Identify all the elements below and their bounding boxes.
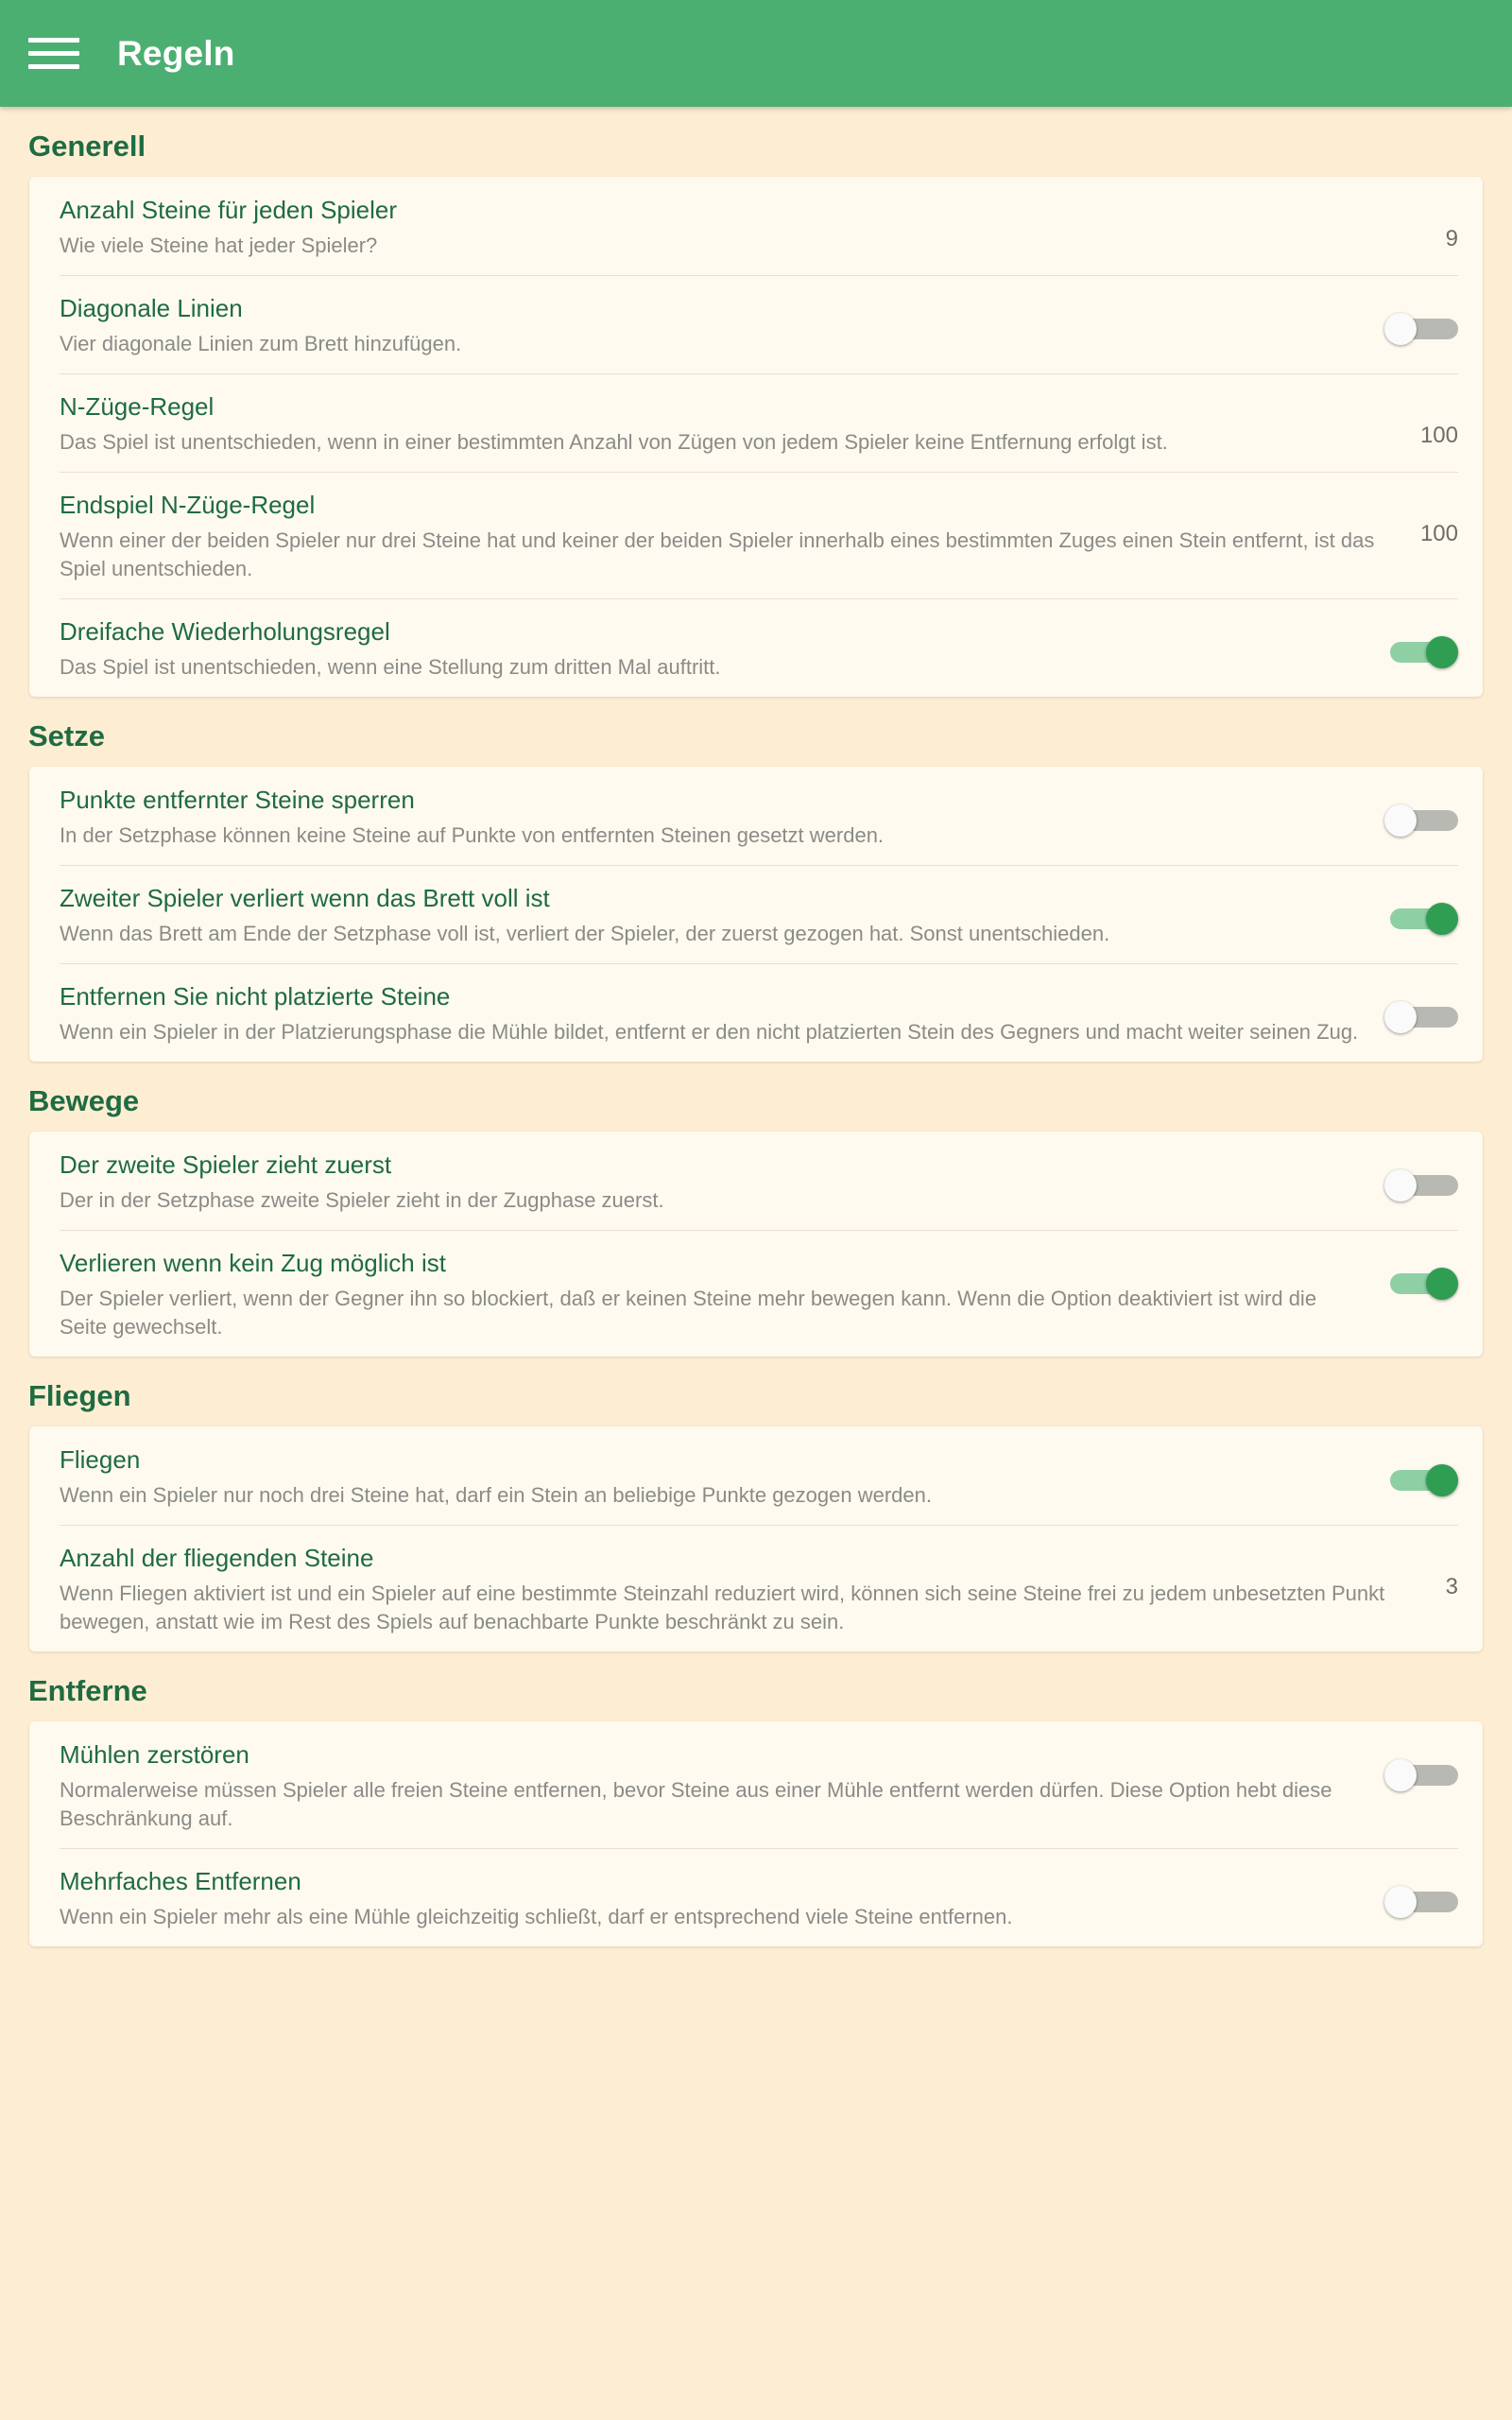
setting-title: N-Züge-Regel — [60, 392, 215, 421]
setting-text — [60, 1247, 1384, 1341]
hamburger-bar — [28, 38, 79, 43]
setting-row[interactable] — [29, 865, 1483, 963]
setting-text — [60, 784, 1384, 850]
section-card — [29, 767, 1483, 1062]
page-title: Regeln — [117, 33, 235, 73]
toggle-thumb — [1384, 1001, 1417, 1033]
setting-row[interactable] — [29, 275, 1483, 373]
app-bar — [0, 0, 1512, 107]
toggle-switch[interactable] — [1384, 313, 1458, 345]
section-header: Fliegen — [28, 1379, 131, 1412]
toggle-thumb — [1384, 1169, 1417, 1201]
section-header: Setze — [28, 719, 105, 752]
toggle-thumb — [1426, 1464, 1458, 1496]
setting-title: Endspiel N-Züge-Regel — [60, 491, 316, 519]
setting-text — [60, 1865, 1384, 1931]
setting-description: Der in der Setzphase zweite Spieler zieht in der Zugphase zuerst. — [60, 1188, 664, 1212]
hamburger-menu-icon[interactable] — [28, 33, 79, 75]
setting-text — [60, 292, 1384, 358]
setting-title: Punkte entfernter Steine sperren — [60, 786, 415, 814]
toggle-thumb — [1426, 636, 1458, 668]
setting-description: Vier diagonale Linien zum Brett hinzufügen. — [60, 332, 462, 355]
setting-title: Anzahl Steine für jeden Spieler — [60, 196, 398, 224]
section-card — [29, 1132, 1483, 1357]
toggle-switch[interactable] — [1384, 1886, 1458, 1918]
setting-row[interactable] — [29, 1230, 1483, 1357]
setting-title: Mehrfaches Entfernen — [60, 1867, 301, 1895]
setting-text — [60, 1443, 1384, 1510]
setting-row[interactable] — [29, 1848, 1483, 1946]
setting-text — [60, 882, 1384, 948]
setting-description: Wenn ein Spieler in der Platzierungsphase die Mühle bildet, entfernt er den nicht platzierten Stein des Gegners und macht weiter seinen Zug. — [60, 1020, 1359, 1044]
setting-row[interactable] — [29, 1525, 1483, 1651]
toggle-thumb — [1426, 903, 1458, 935]
setting-row[interactable] — [29, 767, 1483, 865]
setting-description: Wenn ein Spieler mehr als eine Mühle gleichzeitig schließt, darf er entsprechend viele Steine entfernen. — [60, 1905, 1013, 1928]
setting-row[interactable] — [29, 1426, 1483, 1525]
setting-description: Der Spieler verliert, wenn der Gegner ihn so blockiert, daß er keinen Steine mehr bewegen kann. Wenn die Option deaktiviert ist wird die Seite gewechselt. — [60, 1287, 1317, 1339]
setting-description: Wenn das Brett am Ende der Setzphase voll ist, verliert der Spieler, der zuerst gezogen hat. Sonst unentschieden. — [60, 922, 1110, 945]
setting-title: Fliegen — [60, 1445, 141, 1474]
setting-text — [60, 194, 1411, 260]
hamburger-bar — [28, 51, 79, 56]
setting-title: Entfernen Sie nicht platzierte Steine — [60, 982, 451, 1011]
toggle-switch[interactable] — [1384, 1464, 1458, 1496]
setting-title: Der zweite Spieler zieht zuerst — [60, 1150, 392, 1179]
setting-description: Wenn Fliegen aktiviert ist und ein Spieler auf eine bestimmte Steinzahl reduziert wird, können sich seine Steine frei zu jedem unbesetzten Punkt bewegen, anstatt wie im Rest des Spiels auf benachbarte Punkte beschränkt zu sein. — [60, 1582, 1385, 1634]
toggle-thumb — [1426, 1268, 1458, 1300]
section-card — [29, 1426, 1483, 1651]
setting-text — [60, 1149, 1384, 1215]
setting-value[interactable]: 100 — [1419, 423, 1458, 448]
setting-title: Diagonale Linien — [60, 294, 243, 322]
setting-description: Das Spiel ist unentschieden, wenn eine Stellung zum dritten Mal auftritt. — [60, 655, 721, 679]
setting-value[interactable]: 9 — [1445, 226, 1458, 251]
toggle-switch[interactable] — [1384, 1001, 1458, 1033]
setting-row[interactable] — [29, 177, 1483, 275]
setting-value[interactable]: 3 — [1445, 1574, 1458, 1599]
setting-text — [60, 1738, 1384, 1833]
section-header: Bewege — [28, 1084, 140, 1117]
setting-description: In der Setzphase können keine Steine auf Punkte von entfernten Steinen gesetzt werden. — [60, 823, 885, 847]
setting-title: Zweiter Spieler verliert wenn das Brett voll ist — [60, 884, 550, 912]
setting-description: Normalerweise müssen Spieler alle freien Steine entfernen, bevor Steine aus einer Mühle entfernt werden dürfen. Diese Option hebt diese Beschränkung auf. — [60, 1778, 1332, 1830]
setting-title: Anzahl der fliegenden Steine — [60, 1544, 374, 1572]
toggle-thumb — [1384, 804, 1417, 837]
setting-description: Wie viele Steine hat jeder Spieler? — [60, 233, 378, 257]
toggle-switch[interactable] — [1384, 903, 1458, 935]
section-card — [29, 1721, 1483, 1946]
toggle-thumb — [1384, 313, 1417, 345]
setting-row[interactable] — [29, 963, 1483, 1062]
setting-text — [60, 615, 1384, 682]
setting-row[interactable] — [29, 472, 1483, 598]
setting-text — [60, 1542, 1411, 1636]
toggle-switch[interactable] — [1384, 1268, 1458, 1300]
toggle-switch[interactable] — [1384, 636, 1458, 668]
setting-description: Wenn ein Spieler nur noch drei Steine hat, darf ein Stein an beliebige Punkte gezogen werden. — [60, 1483, 932, 1507]
setting-value[interactable]: 100 — [1419, 521, 1458, 546]
setting-title: Verlieren wenn kein Zug möglich ist — [60, 1249, 446, 1277]
setting-text — [60, 390, 1411, 457]
toggle-switch[interactable] — [1384, 1169, 1458, 1201]
toggle-switch[interactable] — [1384, 1759, 1458, 1791]
setting-description: Das Spiel ist unentschieden, wenn in einer bestimmten Anzahl von Zügen von jedem Spieler keine Entfernung erfolgt ist. — [60, 430, 1168, 454]
hamburger-bar — [28, 64, 79, 69]
setting-description: Wenn einer der beiden Spieler nur drei Steine hat und keiner der beiden Spieler innerhalb eines bestimmten Zuges einen Stein entfernt, ist das Spiel unentschieden. — [60, 528, 1375, 580]
settings-list — [0, 107, 1512, 2003]
setting-text — [60, 980, 1384, 1046]
setting-title: Dreifache Wiederholungsregel — [60, 617, 390, 646]
toggle-switch[interactable] — [1384, 804, 1458, 837]
setting-row[interactable] — [29, 1132, 1483, 1230]
toggle-thumb — [1384, 1759, 1417, 1791]
setting-text — [60, 489, 1411, 583]
setting-row[interactable] — [29, 1721, 1483, 1848]
setting-row[interactable] — [29, 373, 1483, 472]
setting-row[interactable] — [29, 598, 1483, 697]
section-header: Entferne — [28, 1674, 147, 1707]
toggle-thumb — [1384, 1886, 1417, 1918]
section-header: Generell — [28, 130, 146, 163]
setting-title: Mühlen zerstören — [60, 1740, 249, 1769]
section-card — [29, 177, 1483, 697]
